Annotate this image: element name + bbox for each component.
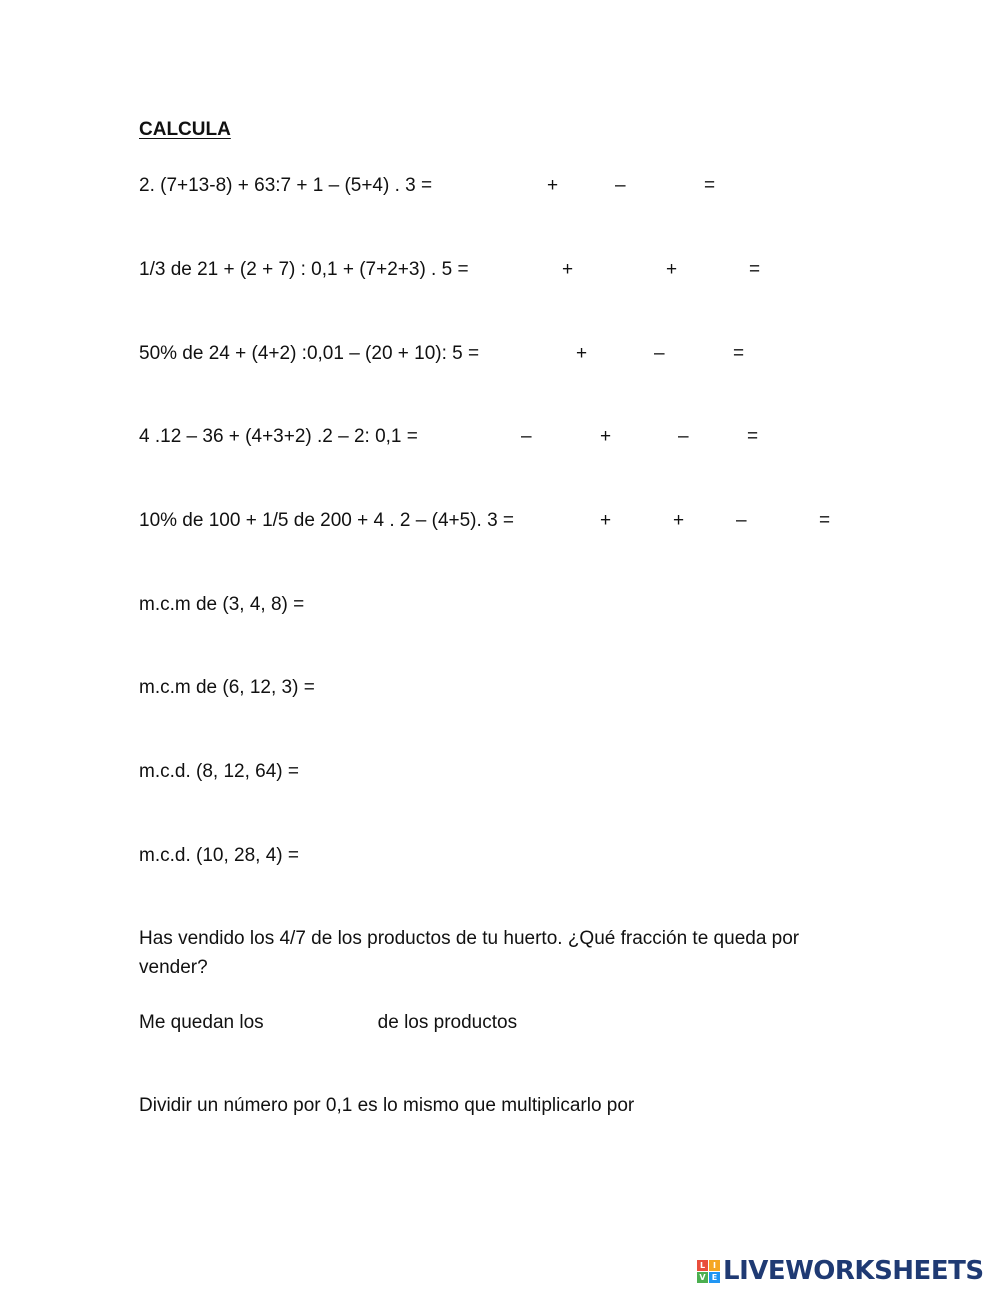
exercise-1-operator-3: = [704, 175, 716, 196]
exercise-2-operator-2: + [666, 259, 678, 280]
exercise-expression-2: 1/3 de 21 + (2 + 7) : 0,1 + (7+2+3) . 5 = [139, 259, 469, 280]
exercise-5-operator-2: + [673, 510, 685, 531]
logo-mark-letter: E [709, 1272, 720, 1283]
exercise-3-operator-3: = [733, 343, 745, 364]
logo-mark-letter: V [697, 1272, 708, 1283]
logo-mark-letter: L [697, 1260, 708, 1271]
lcm-item-1: m.c.m de (3, 4, 8) = [139, 594, 305, 615]
logo-text: LIVEWORKSHEETS [723, 1256, 984, 1286]
exercise-4-operator-2: + [600, 426, 612, 447]
liveworksheets-logo [697, 1256, 984, 1286]
exercise-2-operator-3: = [749, 259, 761, 280]
page-title: CALCULA [139, 119, 231, 140]
fraction-answer-line [139, 1009, 517, 1037]
division-statement: Dividir un número por 0,1 es lo mismo que multiplicarlo por [139, 1095, 635, 1116]
exercise-3-operator-2: – [654, 343, 665, 364]
answer-prefix: Me quedan los [139, 1012, 264, 1033]
exercise-4-operator-4: = [747, 426, 759, 447]
exercise-2-operator-1: + [562, 259, 574, 280]
exercise-5-operator-4: = [819, 510, 831, 531]
gcd-item-1: m.c.d. (8, 12, 64) = [139, 761, 299, 782]
exercise-3-operator-1: + [576, 343, 588, 364]
exercise-4-operator-3: – [678, 426, 689, 447]
exercise-5-operator-1: + [600, 510, 612, 531]
exercise-expression-4: 4 .12 – 36 + (4+3+2) .2 – 2: 0,1 = [139, 426, 418, 447]
logo-mark-icon [697, 1260, 720, 1283]
answer-suffix: de los productos [377, 1012, 518, 1033]
lcm-item-2: m.c.m de (6, 12, 3) = [139, 677, 315, 698]
fraction-question: Has vendido los 4/7 de los productos de tu huerto. ¿Qué fracción te queda por vender? [139, 928, 800, 978]
exercise-5-operator-3: – [736, 510, 747, 531]
exercise-4-operator-1: – [521, 426, 532, 447]
exercise-expression-1: 2. (7+13-8) + 63:7 + 1 – (5+4) . 3 = [139, 175, 433, 196]
gcd-item-2: m.c.d. (10, 28, 4) = [139, 845, 299, 866]
exercise-expression-5: 10% de 100 + 1/5 de 200 + 4 . 2 – (4+5). 3 = [139, 510, 515, 531]
exercise-1-operator-2: – [615, 175, 626, 196]
exercise-expression-3: 50% de 24 + (4+2) :0,01 – (20 + 10): 5 = [139, 343, 480, 364]
exercise-1-operator-1: + [547, 175, 559, 196]
logo-mark-letter: I [709, 1260, 720, 1271]
